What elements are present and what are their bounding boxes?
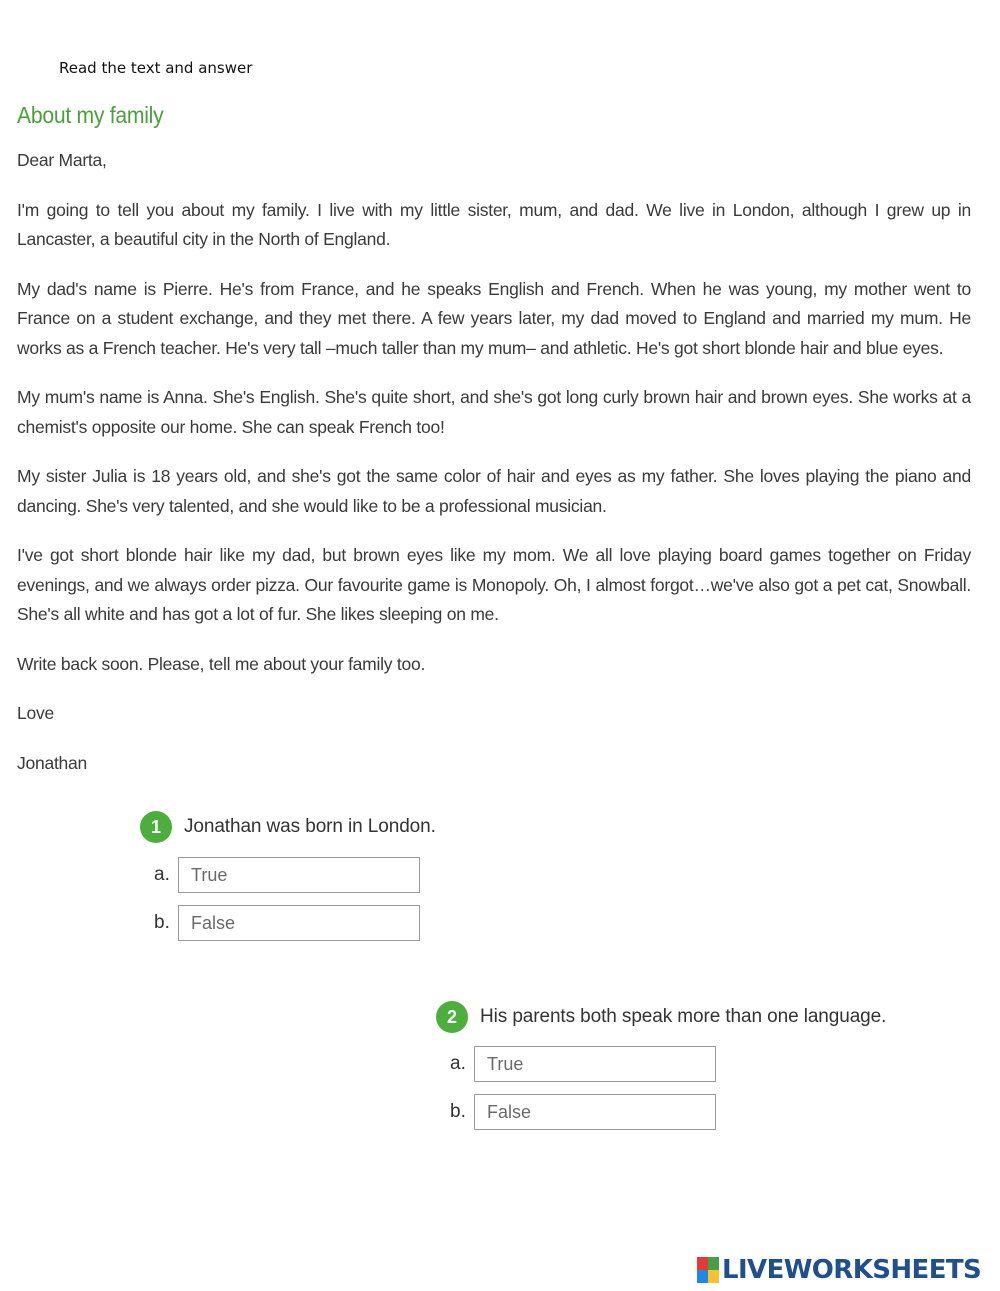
instruction-text: Read the text and answer [59,59,253,77]
letter-signature: Jonathan [17,752,88,773]
option-letter: a. [450,1053,466,1074]
question-text: Jonathan was born in London. [184,816,436,837]
letter-closing: Love [17,703,54,723]
answer-false-button[interactable]: False [474,1094,716,1130]
question-header [140,810,436,844]
question-2 [436,1000,886,1130]
answer-option-a [140,857,436,893]
question-header [436,1000,886,1034]
letter-paragraph: My mum's name is Anna. She's English. She's quite short, and she's got long curly brown hair and brown eyes. She works at a chemist's opposite our home. She can speak French too! [17,387,971,437]
letter-paragraph: I'm going to tell you about my family. I live with my little sister, mum, and dad. We live in London, although I grew up in Lancaster, a beautiful city in the North of England. [17,199,971,249]
letter-paragraph: I've got short blonde hair like my dad, but brown eyes like my mom. We all love playing board games together on Friday evenings, and we always order pizza. Our favourite game is Monopoly. Oh, I almost forgot…we've also got a pet cat, Snowball. She's all white and has got a lot of fur. She likes sleeping on me. [17,545,971,624]
letter-body [17,146,971,798]
letter-title: About my family [17,102,164,128]
question-text: His parents both speak more than one language. [480,1006,887,1027]
question-number-badge: 1 [140,811,172,843]
option-letter: b. [154,912,170,933]
answer-option-a [436,1046,886,1082]
option-letter: b. [450,1101,466,1122]
question-1 [140,810,436,941]
letter-paragraph: My sister Julia is 18 years old, and she's got the same color of hair and eyes as my father. She loves playing the piano and dancing. She's very talented, and she would like to be a professional musician. [17,466,971,516]
letter-paragraph: My dad's name is Pierre. He's from France, and he speaks English and French. When he was young, my mother went to France on a student exchange, and they met there. A few years later, my dad moved to England and married my mum. He works as a French teacher. He's very tall –much taller than my mum– and athletic. He's got short blonde hair and blue eyes. [17,278,971,358]
brand-name: LIVEWORKSHEETS [722,1255,982,1285]
logo-blocks-icon [697,1257,719,1283]
answer-true-button[interactable]: True [178,857,420,893]
liveworksheets-logo [697,1255,981,1285]
answer-false-button[interactable]: False [178,905,420,941]
answer-true-button[interactable]: True [474,1046,716,1082]
option-letter: a. [154,864,170,885]
answer-option-b [436,1094,886,1130]
letter-paragraph: Write back soon. Please, tell me about your family too. [17,653,426,674]
answer-option-b [140,905,436,941]
question-number-badge: 2 [436,1001,468,1033]
letter-greeting: Dear Marta, [17,150,107,170]
